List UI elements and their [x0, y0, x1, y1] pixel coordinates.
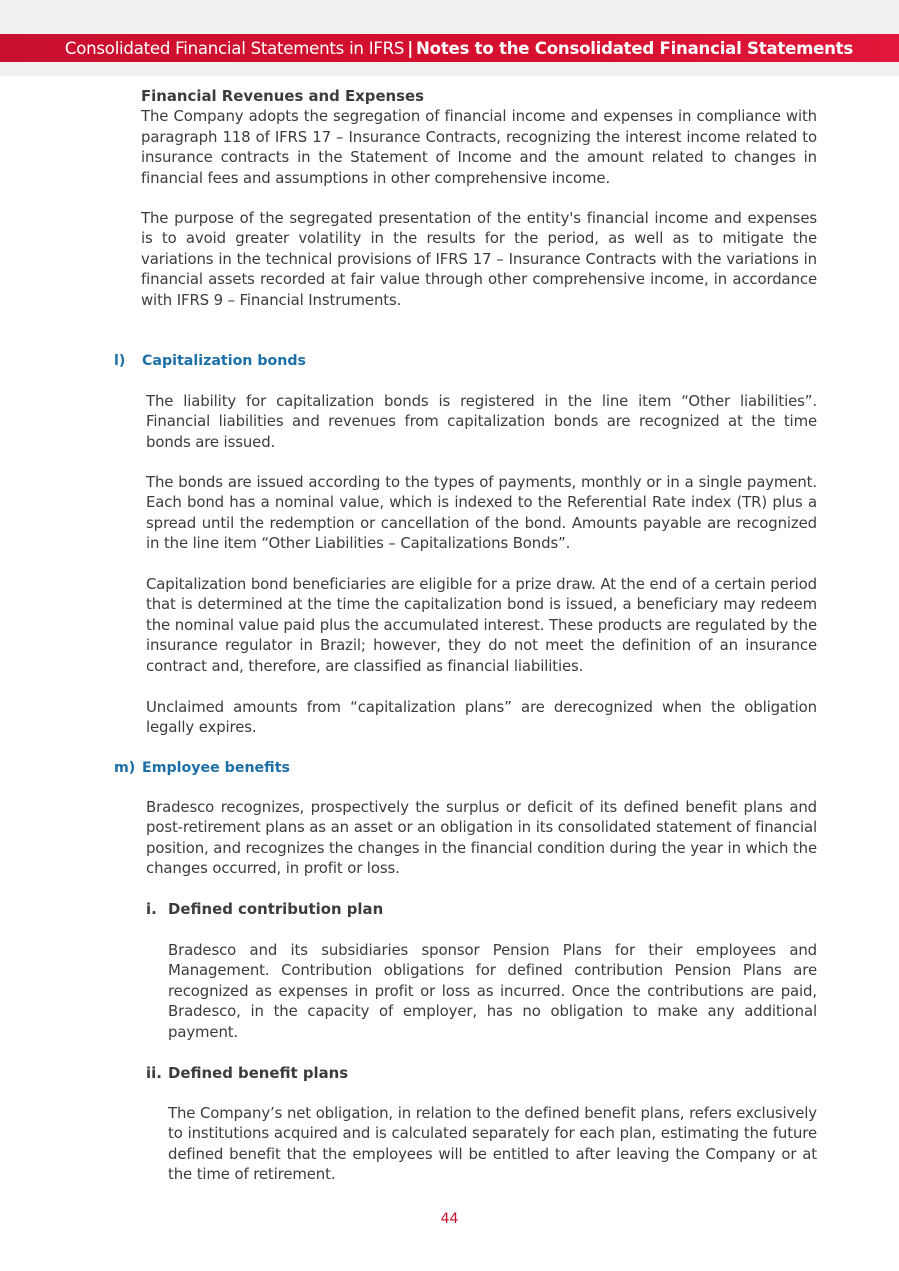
intro-block: [141, 86, 817, 188]
defined-benefit-paragraph-block: [168, 1103, 817, 1185]
subsection-heading-defined-benefit: [146, 1063, 348, 1083]
section-title: Capitalization bonds: [142, 353, 306, 369]
capitalization-paragraph-2-block: [146, 472, 817, 554]
page-header: [0, 34, 899, 62]
intro-paragraph-2: The purpose of the segregated presentation of the entity's financial income and expenses is to avoid greater volatility in the results for the period, as well as to mitigate the variations in the technical provisions of IFRS 17 – Insurance Contracts with the variations in financial assets recorded at fair value through other comprehensive income, in accordance with IFRS 9 – Financial Instruments.: [141, 209, 817, 309]
section-letter: m): [114, 760, 136, 776]
capitalization-paragraph-1: The liability for capitalization bonds is registered in the line item “Other liabilities”. Financial liabilities and revenues from capitalization bonds are recognized at the time bonds are issued.: [146, 392, 817, 451]
capitalization-paragraph-3: Capitalization bond beneficiaries are eligible for a prize draw. At the end of a certain period that is determined at the time the capitalization bond is issued, a beneficiary may redeem the nominal value paid plus the accumulated interest. These products are regulated by the insurance regulator in Brazil; however, they do not meet the definition of an insurance contract and, therefore, are classified as financial liabilities.: [146, 575, 817, 675]
defined-contribution-paragraph-block: [168, 940, 817, 1042]
defined-benefit-paragraph: The Company’s net obligation, in relation to the defined benefit plans, refers exclusively to institutions acquired and is calculated separately for each plan, estimating the future defined benefit that the employees will be entitled to after leaving the Company or at the time of retirement.: [168, 1104, 817, 1184]
subsection-title: Defined contribution plan: [168, 900, 384, 918]
subsection-heading-defined-contribution: [146, 899, 383, 919]
intro-block-2: [141, 208, 817, 310]
page-number: 44: [440, 1211, 459, 1227]
subsection-number: ii.: [146, 1064, 162, 1082]
header-doc-title: Consolidated Financial Statements in IFRS: [64, 38, 405, 58]
subsection-number: i.: [146, 900, 157, 918]
defined-contribution-paragraph: Bradesco and its subsidiaries sponsor Pension Plans for their employees and Management. Contribution obligations for defined contribution Pension Plans are recognized as expenses in profit or loss as incurred. Once the contributions are paid, Bradesco, in the capacity of employer, has no obligation to make any additional payment.: [168, 941, 817, 1041]
header-separator: |: [407, 38, 414, 58]
intro-title: Financial Revenues and Expenses: [141, 87, 424, 105]
header-section-title: Notes to the Consolidated Financial Statements: [416, 38, 853, 58]
capitalization-paragraph-2: The bonds are issued according to the types of payments, monthly or in a single payment. Each bond has a nominal value, which is indexed to the Referential Rate index (TR) plus a spread until the redemption or cancellation of the bond. Amounts payable are recognized in the line item “Other Liabilities – Capitalizations Bonds”.: [146, 473, 817, 553]
header-text: [65, 39, 853, 58]
section-heading-capitalization-bonds: [114, 352, 306, 370]
subsection-title: Defined benefit plans: [168, 1064, 349, 1082]
header-underband: [0, 62, 899, 76]
section-letter: l): [114, 353, 126, 369]
employee-benefits-paragraph: Bradesco recognizes, prospectively the surplus or deficit of its defined benefit plans and post-retirement plans as an asset or an obligation in its consolidated statement of financial position, and recognizes the changes in the financial condition during the year in which the changes occurred, in profit or loss.: [146, 798, 817, 878]
employee-benefits-paragraph-block: [146, 797, 817, 879]
capitalization-paragraph-4-block: [146, 697, 817, 738]
capitalization-paragraph-1-block: [146, 391, 817, 452]
capitalization-paragraph-3-block: [146, 574, 817, 676]
intro-paragraph-1: The Company adopts the segregation of financial income and expenses in compliance with paragraph 118 of IFRS 17 – Insurance Contracts, recognizing the interest income related to insurance contracts in the Statement of Income and the amount related to changes in financial fees and assumptions in other comprehensive income.: [141, 107, 817, 187]
section-title: Employee benefits: [142, 760, 290, 776]
section-heading-employee-benefits: [114, 759, 290, 777]
capitalization-paragraph-4: Unclaimed amounts from “capitalization plans” are derecognized when the obligation legally expires.: [146, 698, 817, 737]
top-margin-band: [0, 0, 899, 34]
